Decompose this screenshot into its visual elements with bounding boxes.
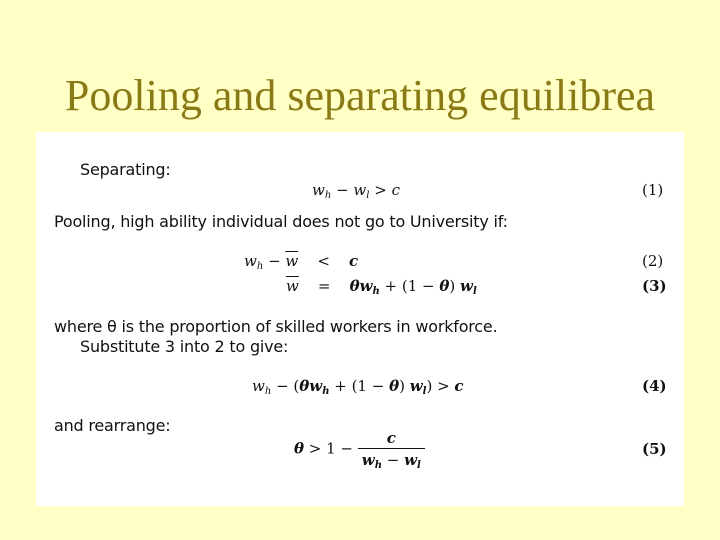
- equation-number-4: (4): [642, 377, 667, 395]
- equation-2: $w_h - \overline{w}$ < c: [244, 252, 359, 272]
- rearrange-label: and rearrange:: [54, 416, 171, 435]
- substitute-line: Substitute 3 into 2 to give:: [80, 337, 289, 356]
- equation-panel: [36, 132, 684, 506]
- equation-number-5: (5): [642, 440, 667, 458]
- equation-4: $w_h - (\theta w_h + (1 - \theta) w_l) > c$: [252, 377, 464, 397]
- equation-number-3: (3): [642, 277, 667, 295]
- where-theta-line: where θ is the proportion of skilled workers in workforce.: [54, 317, 498, 336]
- pooling-label: Pooling, high ability individual does not go to University if:: [54, 212, 508, 231]
- equation-3: $\overline{w}$ = $\theta w_h + (1 - \theta)$ $w_l$: [286, 277, 477, 297]
- equation-5: θ > 1 − $\frac{c}{w_h - w_l}$: [294, 428, 425, 471]
- equation-number-1: (1): [642, 181, 664, 199]
- equation-number-2: (2): [642, 252, 664, 270]
- separating-label: Separating:: [80, 160, 171, 179]
- equation-1: $w_h - w_l > c$: [312, 181, 400, 201]
- slide-title: Pooling and separating equilibrea: [64, 71, 656, 120]
